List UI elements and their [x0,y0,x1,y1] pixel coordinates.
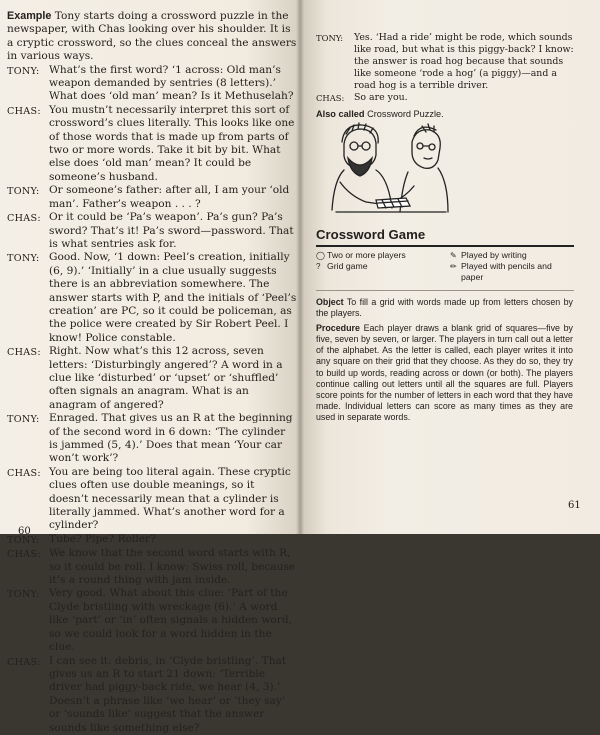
players-icon: ◯ [316,251,325,260]
page-number-left: 60 [18,526,31,537]
page-number-right: 61 [568,500,581,511]
dialogue-speaker: TONY: [7,253,40,265]
attribute-text: Two or more players [327,250,406,260]
attribute-grid [316,261,436,272]
dialogue-line: Very good. What about this clue: ‘Part of the Clyde bristling with wreckage (6).’ A word like ‘part’ or ‘in’ often signals a hidden word, so we could look for a word hidden in the clue. [49,587,293,654]
attribute-text: Played by writing [461,250,527,260]
dialogue-speaker: TONY: [7,186,40,198]
dialogue-line: What’s the first word? ‘1 across: Old man’s weapon demanded by sentries (8 letters).’ What does ‘old man’ mean? Is it Methuselah? [49,63,294,103]
also-called-label: Also called [316,108,365,119]
attributes-right-column [450,250,576,284]
attribute-pencil [450,261,576,283]
dialogue-line: I can see it: debris, in ‘Clyde bristling’. That gives us an R to start 21 down: ‘Terrible driver had piggy-back ride, we hear (4, 3).’ Doesn’t a phrase like ‘we hear’ or ‘they say’ or ‘sounds like’ suggest that the answer sounds like something else? [49,654,287,734]
dialogue-line: You are being too literal again. These cryptic clues often use double meanings, so it doesn’t necessarily mean that a cylinder is literally jammed. What’s another word for a cylinder? [49,465,291,532]
procedure-paragraph [316,323,573,423]
game-title: Crossword Game [316,227,574,247]
example-text: Tony starts doing a crossword puzzle in the newspaper, with Chas looking over his shoulder. It is a cryptic crossword, so the clues conceal the answers in various ways. [7,10,297,63]
dialogue-speaker: CHAS: [7,467,41,479]
example-paragraph [7,10,297,64]
dialogue-line: Or someone’s father: after all, I am your ‘old man’. Father’s weapon . . . ? [49,184,290,210]
pencil-icon: ✏ [450,262,457,272]
crossword-players-illustration [322,112,454,222]
dialogue-line: Or it could be ‘Pa’s weapon’. Pa’s gun? Pa’s sword? That’s it! Pa’s sword—password. That is what sentries ask for. [49,211,294,250]
game-description [316,297,573,427]
dialogue-line: You mustn’t necessarily interpret this sort of crossword’s clues literally. This looks like one of those words that is made up from parts of two or more words. Take it bit by bit. What else does ‘old man’ mean? It could be someone’s husband. [49,103,295,183]
object-paragraph [316,297,573,319]
object-text: To fill a grid with words made up from letters chosen by the players. [316,297,573,319]
right-page [300,0,600,534]
dialogue-speaker: CHAS: [7,105,41,117]
dialogue-speaker: TONY: [7,589,40,601]
dialogue-line: So are you. [354,92,408,104]
section-divider [316,290,574,291]
grid-icon: ? [316,262,321,272]
dialogue-speaker: TONY: [7,414,40,426]
attribute-text: Played with pencils and paper [461,261,552,283]
dialogue-speaker: TONY: [316,33,344,43]
dialogue-line: Enraged. That gives us an R at the beginning of the second word in 6 down: ‘The cylinder is jammed (5, 4).’ Does that mean ‘Your car won’t work’? [49,412,293,465]
dialogue-list [7,64,297,735]
attributes-left-column [316,250,436,272]
example-label: Example [7,10,52,22]
writing-icon: ✎ [450,251,457,260]
right-page-top-text [316,32,578,120]
book-gutter [296,0,304,534]
dialogue-continued [316,32,578,105]
dialogue-speaker: CHAS: [7,347,41,359]
attribute-players [316,250,436,261]
procedure-label: Procedure [316,323,360,334]
dialogue-line: We know that the second word starts with R, so it could be roll. I know: Swiss roll, because it’s a round thing with jam inside. [49,547,296,587]
procedure-text: Each player draws a blank grid of squares—five by five, seven by seven, or larger. The players in turn call out a letter of the alphabet. As the letter is called, each player writes it into any square on their grid that they choose. As they do so, they try to build up words, reading across or down (or both). The players continue calling out letters until all the squares are full. Players score points for the number of letters in each word that they have made. Individual letters can score as many times as they are used in separate words. [316,323,573,422]
dialogue-speaker: CHAS: [7,656,41,668]
left-page [0,0,300,734]
dialogue-speaker: CHAS: [7,213,41,225]
dialogue-speaker: CHAS: [316,93,345,104]
object-label: Object [316,297,344,307]
dialogue-line: Right. Now what’s this 12 across, seven letters: ‘Disturbingly angered’? A word in a clue like ‘disturbed’ or ‘upset’ or ‘shuffled’ often signals an anagram. What is an anagram of angered? [49,345,283,411]
dialogue-speaker: TONY: [7,65,40,77]
dialogue-line: Good. Now, ‘1 down: Peel’s creation, initially (6, 9).’ ‘Initially’ in a clue usually suggests there is an abbreviation somewhere. The answer starts with P, and the initials of ‘Peel’s creation’ are PC, so it could be policeman, as the police were created by Sir Robert Peel. I know! Police constable. [49,251,297,344]
dialogue-speaker: TONY: [7,534,40,546]
dialogue-line: Yes. ‘Had a ride’ might be rode, which sounds like road, but what is this piggy-back? I know: the answer is road hog because that sounds like someone ‘rode a hog’ (a piggy)—and a road hog is a terrible driver. [354,32,574,92]
also-called-value: Crossword Puzzle. [367,108,444,119]
dialogue-speaker: CHAS: [7,549,41,561]
attribute-writing [450,250,576,261]
dialogue-line: Tube? Pipe? Roller? [49,532,156,545]
left-page-text [7,10,297,735]
attribute-text: Grid game [327,261,368,272]
